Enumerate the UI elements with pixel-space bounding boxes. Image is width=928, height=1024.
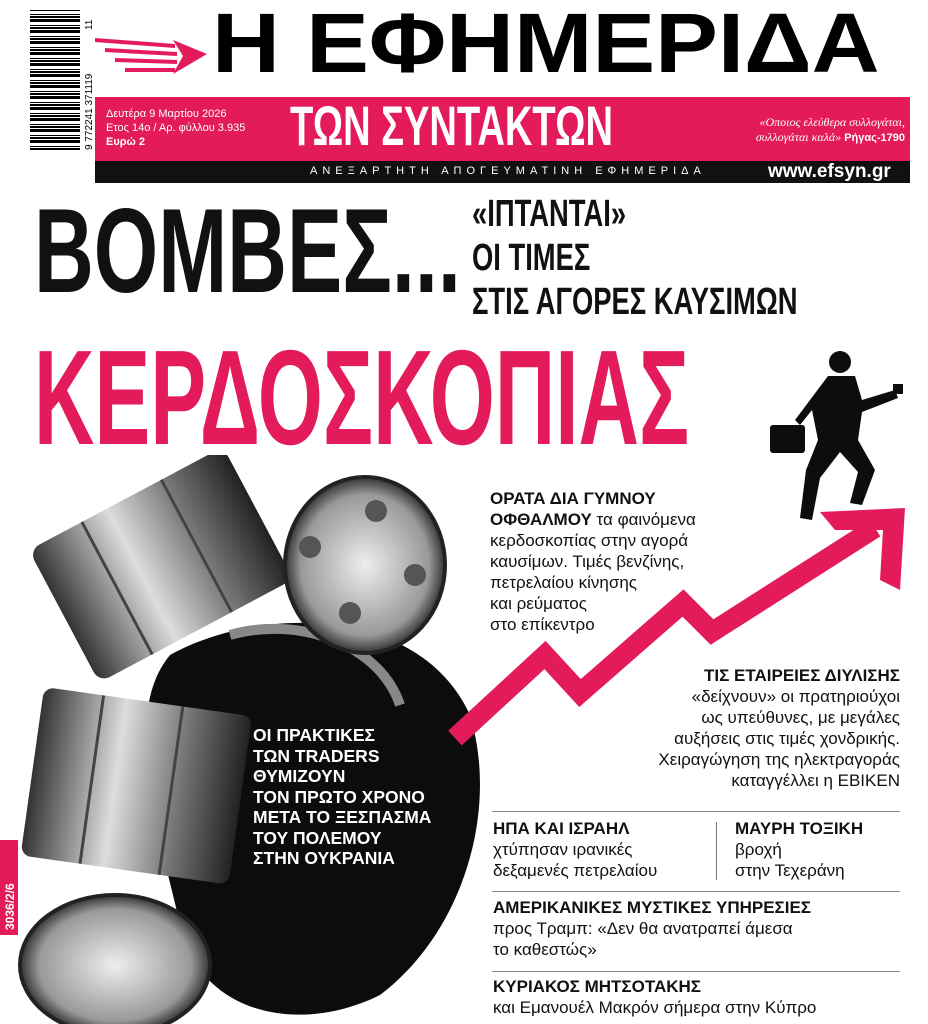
story-text: στο επίκεντρο (490, 615, 595, 634)
divider (492, 811, 900, 812)
issue-date: Δευτέρα 9 Μαρτίου 2026 (106, 108, 227, 120)
businessman-silhouette (770, 351, 903, 520)
brief-text: στην Τεχεράνη (735, 861, 845, 880)
story-text: ως υπεύθυνες, με μεγάλες (701, 708, 900, 727)
divider (492, 971, 900, 972)
overlay-line: ΤΟΥ ΠΟΛΕΜΟΥ (253, 827, 382, 848)
kicker-line3: ΣΤΙΣ ΑΓΟΡΕΣ ΚΑΥΣΙΜΩΝ (472, 281, 798, 323)
story-lead: ΤΙΣ ΕΤΑΙΡΕΙΕΣ ΔΙΥΛΙΣΗΣ (703, 666, 900, 685)
brief-usa-israel (493, 818, 657, 881)
barcode-issue: 11 (84, 19, 95, 30)
story-lead: ΟΦΘΑΛΜΟΥ (490, 510, 592, 529)
masthead-subtitle: ΤΩΝ ΣΥΝΤΑΚΤΩΝ (290, 94, 613, 157)
story-text: καυσίμων. Τιμές βενζίνης, (490, 552, 685, 571)
issue-number: Ετος 14ο / Αρ. φύλλου 3.935 (106, 122, 246, 134)
masthead-quote: «Οποιος ελεύθερα συλλογάται, συλλογάται καλά» (755, 115, 905, 144)
website-link[interactable]: www.efsyn.gr (768, 161, 891, 182)
headline-line2: ΚΕΡΔΟΣΚΟΠΙΑΣ (34, 322, 690, 473)
overlay-line: ΤΟΝ ΠΡΩΤΟ ΧΡΟΝΟ (253, 786, 425, 807)
story-text: πετρελαίου κίνησης (490, 573, 637, 592)
brief-text: χτύπησαν ιρανικές (493, 840, 633, 859)
quote-author: Ρήγας-1790 (844, 132, 905, 144)
story-lead: ΟΡΑΤΑ ΔΙΑ ΓΥΜΝΟΥ (490, 489, 656, 508)
brief-title: ΑΜΕΡΙΚΑΝΙΚΕΣ ΜΥΣΤΙΚΕΣ ΥΠΗΡΕΣΙΕΣ (493, 898, 812, 917)
side-tab-label: 3036/2/6 (3, 883, 17, 930)
brief-black-rain (735, 818, 863, 881)
brief-text: δεξαμενές πετρελαίου (493, 861, 658, 880)
story-orata (490, 488, 696, 635)
overlay-line: ΘΥΜΙΖΟΥΝ (253, 766, 346, 786)
story-text: κερδοσκοπίας στην αγορά (490, 531, 689, 550)
tagline: ΑΝΕΞΑΡΤΗΤΗ ΑΠΟΓΕΥΜΑΤΙΝΗ ΕΦΗΜΕΡΙΔΑ (310, 165, 706, 177)
brief-title: ΗΠΑ ΚΑΙ ΙΣΡΑΗΛ (493, 819, 630, 838)
kicker-line1: «ΙΠΤΑΝΤΑΙ» (472, 193, 627, 235)
story-text: και ρεύματος (490, 594, 587, 613)
brief-text: και Εμανουέλ Μακρόν σήμερα στην Κύπρο (493, 998, 817, 1017)
brief-us-intelligence (493, 897, 811, 960)
headline-line1: ΒΟΜΒΕΣ... (34, 184, 461, 318)
brief-text: βροχή (735, 840, 782, 859)
brief-text: το καθεστώς» (493, 940, 597, 959)
brief-title: ΚΥΡΙΑΚΟΣ ΜΗΤΣΟΤΑΚΗΣ (493, 977, 702, 996)
price: Ευρώ 2 (106, 136, 146, 148)
overlay-line: ΟΙ ΠΡΑΚΤΙΚΕΣ (253, 725, 375, 745)
divider (492, 891, 900, 892)
story-text: «δείχνουν» οι πρατηριούχοι (691, 687, 900, 706)
story-text: καταγγέλλει η ΕΒΙΚΕΝ (731, 771, 900, 790)
brief-text: προς Τραμπ: «Δεν θα ανατραπεί άμεσα (493, 919, 793, 938)
brief-title: ΜΑΥΡΗ ΤΟΞΙΚΗ (735, 819, 864, 838)
overlay-line: ΜΕΤΑ ΤΟ ΞΕΣΠΑΣΜΑ (253, 807, 432, 827)
story-text: Χειραγώγηση της ηλεκτραγοράς (658, 750, 900, 769)
side-tab (0, 840, 18, 935)
column-divider (716, 822, 717, 880)
brief-mitsotakis (493, 976, 816, 1018)
story-text: τα φαινόμενα (596, 510, 696, 529)
story-diylisi (658, 665, 900, 791)
kicker-line2: ΟΙ ΤΙΜΕΣ (472, 237, 591, 279)
story-text: αυξήσεις στις τιμές χονδρικής. (674, 729, 900, 748)
masthead-title: Η ΕΦΗΜΕΡΙΔΑ (212, 0, 880, 90)
barcode-number: 9 772241 371119 (84, 73, 95, 150)
overlay-line: ΤΩΝ TRADERS (253, 745, 380, 766)
overlay-line: ΣΤΗΝ ΟΥΚΡΑΝΙΑ (253, 848, 395, 868)
